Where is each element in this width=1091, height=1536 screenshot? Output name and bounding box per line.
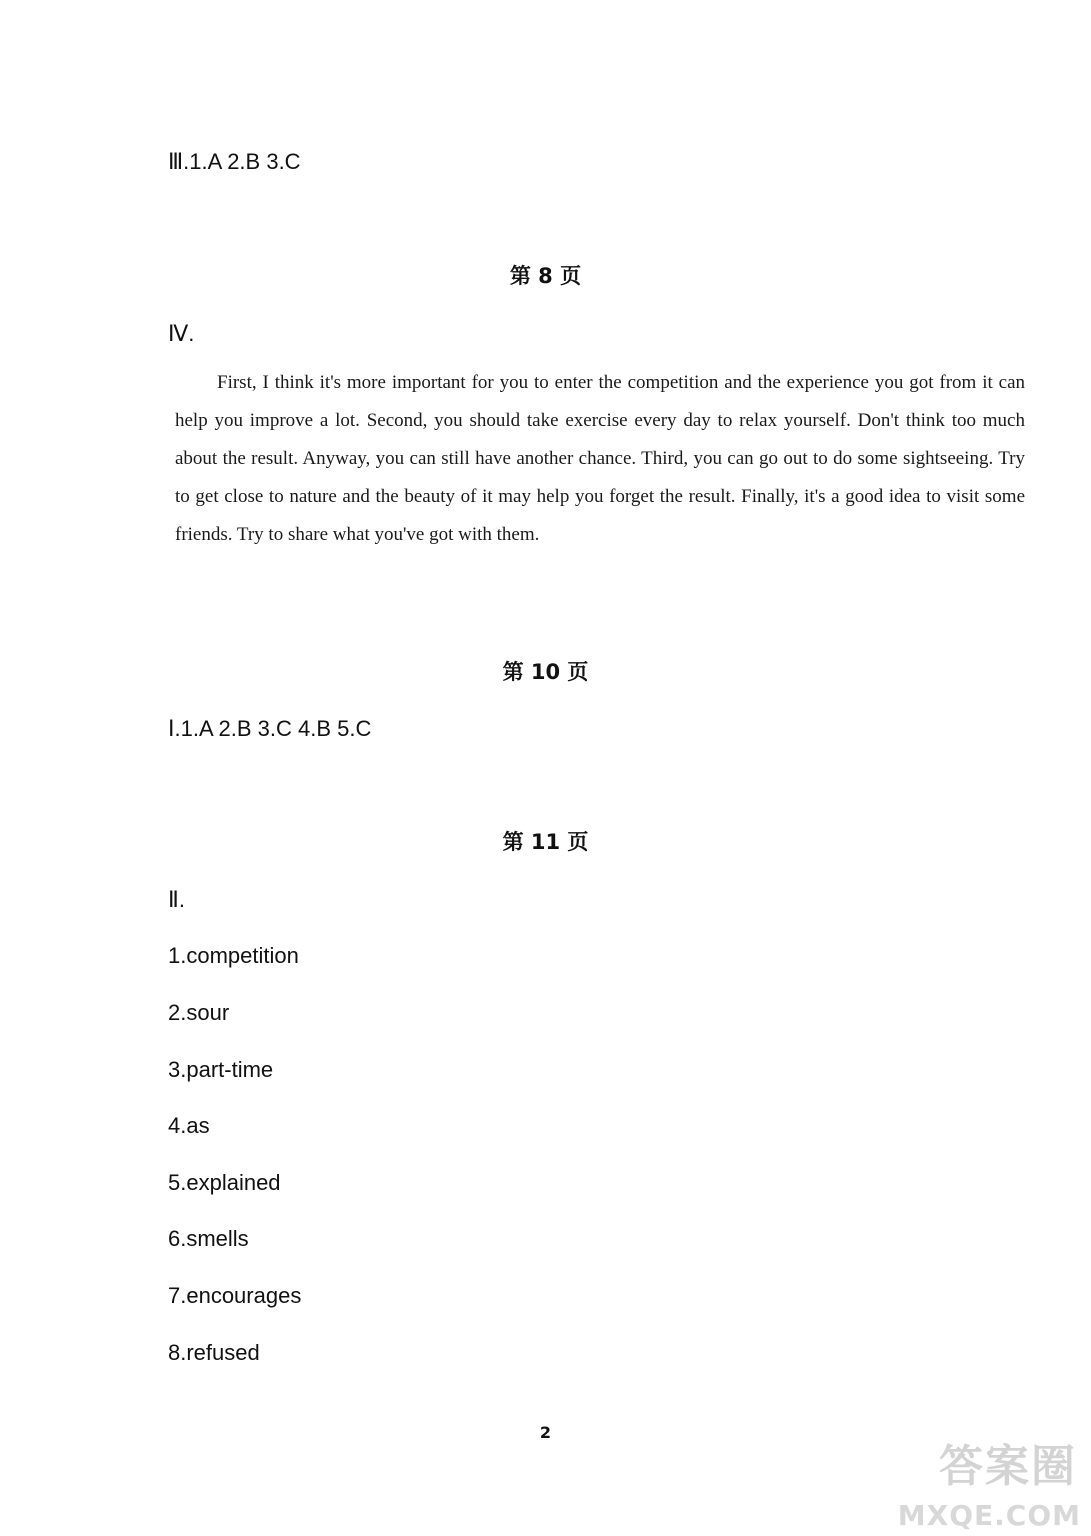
page-11-heading: 第 11 页 (502, 830, 589, 854)
section-3-answers: Ⅲ.1.A 2.B 3.C (168, 149, 301, 174)
page-8-heading: 第 8 页 (509, 264, 582, 288)
page-number: 2 (539, 1423, 552, 1442)
word-answer-item: 3.part-time (168, 1057, 274, 1082)
site-watermark (897, 1441, 1085, 1532)
page-10-heading: 第 10 页 (502, 660, 589, 684)
word-answer-item: 2.sour (168, 1000, 230, 1025)
essay-paragraph: First, I think it's more important for you to enter the competition and the experience you got from it can help you improve a lot. Second, you should take exercise every day to relax yourself. Don't think too much about the result. Anyway, you can still have another chance. Third, you can go out to do some sightseeing. Try to get close to nature and the beauty of it may help you forget the result. Finally, it's a good idea to visit some friends. Try to share what you've got with them. (175, 372, 1025, 545)
word-answer-item: 7.encourages (168, 1283, 302, 1308)
section-2-label: Ⅱ. (168, 887, 185, 912)
section-4-label: Ⅳ. (168, 321, 195, 346)
watermark-url: MXQE.COM (897, 1499, 1081, 1532)
word-answer-item: 8.refused (168, 1340, 260, 1365)
word-answer-item: 1.competition (168, 943, 299, 968)
watermark-logo-text: 答案圈 (939, 1441, 1077, 1492)
word-answer-item: 5.explained (168, 1170, 281, 1195)
word-answer-item: 6.smells (168, 1226, 249, 1251)
word-answer-item: 4.as (168, 1113, 210, 1138)
section-1-answers: Ⅰ.1.A 2.B 3.C 4.B 5.C (168, 716, 372, 741)
